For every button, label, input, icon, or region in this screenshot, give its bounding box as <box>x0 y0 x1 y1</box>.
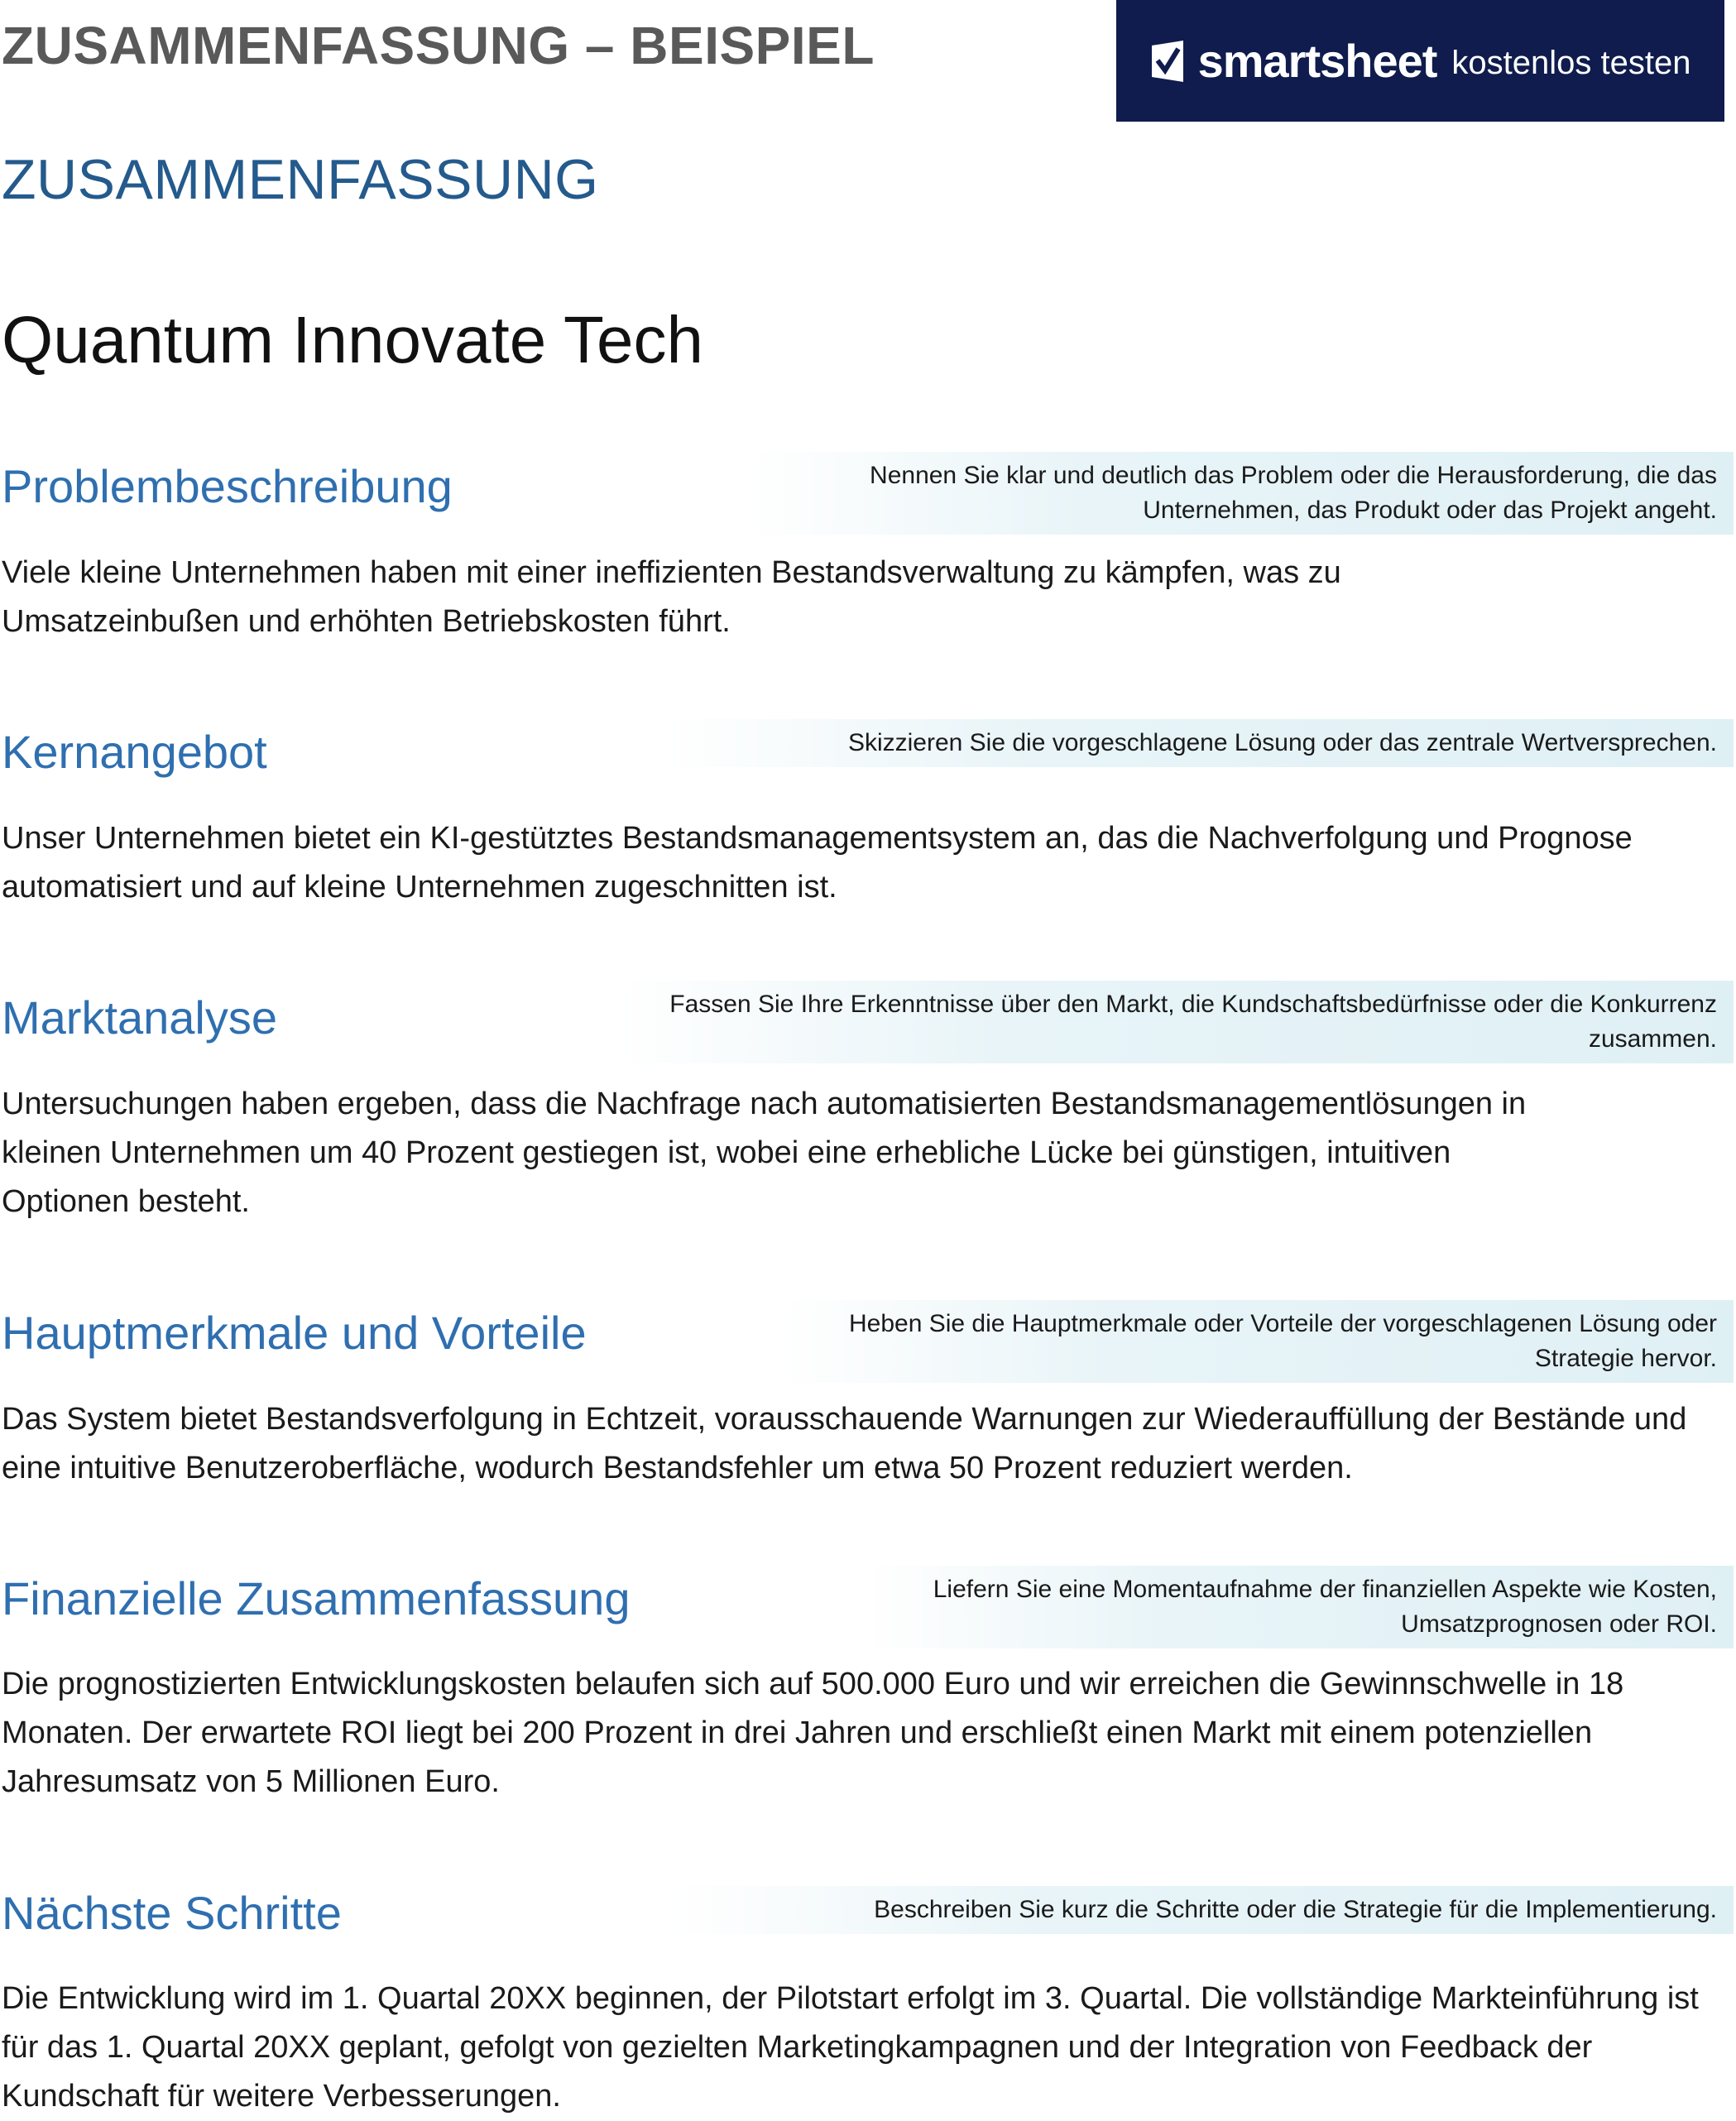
section-hint-naechste-schritte: Beschreiben Sie kurz die Schritte oder die Strategie für die Implementierung. <box>674 1886 1734 1934</box>
section-hint-finanzielle-zusammenfassung: Liefern Sie eine Momentaufnahme der finanziellen Aspekte wie Kosten, Umsatzprognosen oder ROI. <box>865 1566 1734 1648</box>
section-title-finanzielle-zusammenfassung: Finanzielle Zusammenfassung <box>2 1572 631 1624</box>
section-text-finanzielle-zusammenfassung: Die prognostizierten Entwicklungskosten belaufen sich auf 500.000 Euro und wir erreichen die Gewinnschwelle in 18 Monaten. Der erwartete ROI liegt bei 200 Prozent in drei Jahren und erschließt einen Markt mit einem potenziellen Jahresumsatz von 5 Millionen Euro. <box>2 1667 1624 1799</box>
company-name: Quantum Innovate Tech <box>2 303 703 377</box>
section-text-hauptmerkmale: Das System bietet Bestandsverfolgung in Echtzeit, vorausschauende Warnungen zur Wiederauffüllung der Bestände und eine intuitive Benutzeroberfläche, wodurch Bestandsfehler um etwa 50 Prozent reduziert werden. <box>2 1402 1687 1485</box>
section-text-kernangebot: Unser Unternehmen bietet ein KI-gestütztes Bestandsmanagementsystem an, das die Nachverfolgung und Prognose automatisiert und auf kleine Unternehmen zugeschnitten ist. <box>2 821 1633 905</box>
document-subheading: ZUSAMMENFASSUNG <box>2 148 599 211</box>
section-title-problembeschreibung: Problembeschreibung <box>2 460 453 512</box>
smartsheet-trial-banner[interactable] <box>1116 0 1724 122</box>
section-title-hauptmerkmale: Hauptmerkmale und Vorteile <box>2 1307 587 1359</box>
section-hint-kernangebot: Skizzieren Sie die vorgeschlagene Lösung oder das zentrale Wertversprechen. <box>666 719 1734 767</box>
banner-cta: kostenlos testen <box>1451 45 1691 81</box>
section-hint-hauptmerkmale: Heben Sie die Hauptmerkmale oder Vorteile der vorgeschlagenen Lösung oder Strategie hervor. <box>782 1300 1734 1383</box>
section-title-naechste-schritte: Nächste Schritte <box>2 1887 342 1939</box>
section-text-problembeschreibung: Viele kleine Unternehmen haben mit einer ineffizienten Bestandsverwaltung zu kämpfen, was zu Umsatzeinbußen und erhöhten Betriebskosten führt. <box>2 555 1341 639</box>
section-text-naechste-schritte: Die Entwicklung wird im 1. Quartal 20XX beginnen, der Pilotstart erfolgt im 3. Quartal. Die vollständige Markteinführung ist für das 1. Quartal 20XX geplant, gefolgt von gezielten Marketingkampagnen und der Integration von Feedback der Kundschaft für weitere Verbesserungen. <box>2 1981 1699 2114</box>
section-hint-marktanalyse: Fassen Sie Ihre Erkenntnisse über den Markt, die Kundschaftsbedürfnisse oder die Konkurrenz zusammen. <box>616 981 1734 1063</box>
page-title: ZUSAMMENFASSUNG – BEISPIEL <box>2 16 875 75</box>
smartsheet-check-icon <box>1150 41 1185 82</box>
section-title-marktanalyse: Marktanalyse <box>2 991 278 1044</box>
section-title-kernangebot: Kernangebot <box>2 726 267 778</box>
section-hint-problembeschreibung: Nennen Sie klar und deutlich das Problem oder die Herausforderung, die das Unternehmen, das Produkt oder das Projekt angeht. <box>749 452 1734 535</box>
banner-brand: smartsheet <box>1197 35 1437 87</box>
section-text-marktanalyse: Untersuchungen haben ergeben, dass die Nachfrage nach automatisierten Bestandsmanagementlösungen in kleinen Unternehmen um 40 Prozent gestiegen ist, wobei eine erhebliche Lücke bei günstigen, intuitiven Optionen besteht. <box>2 1087 1527 1219</box>
